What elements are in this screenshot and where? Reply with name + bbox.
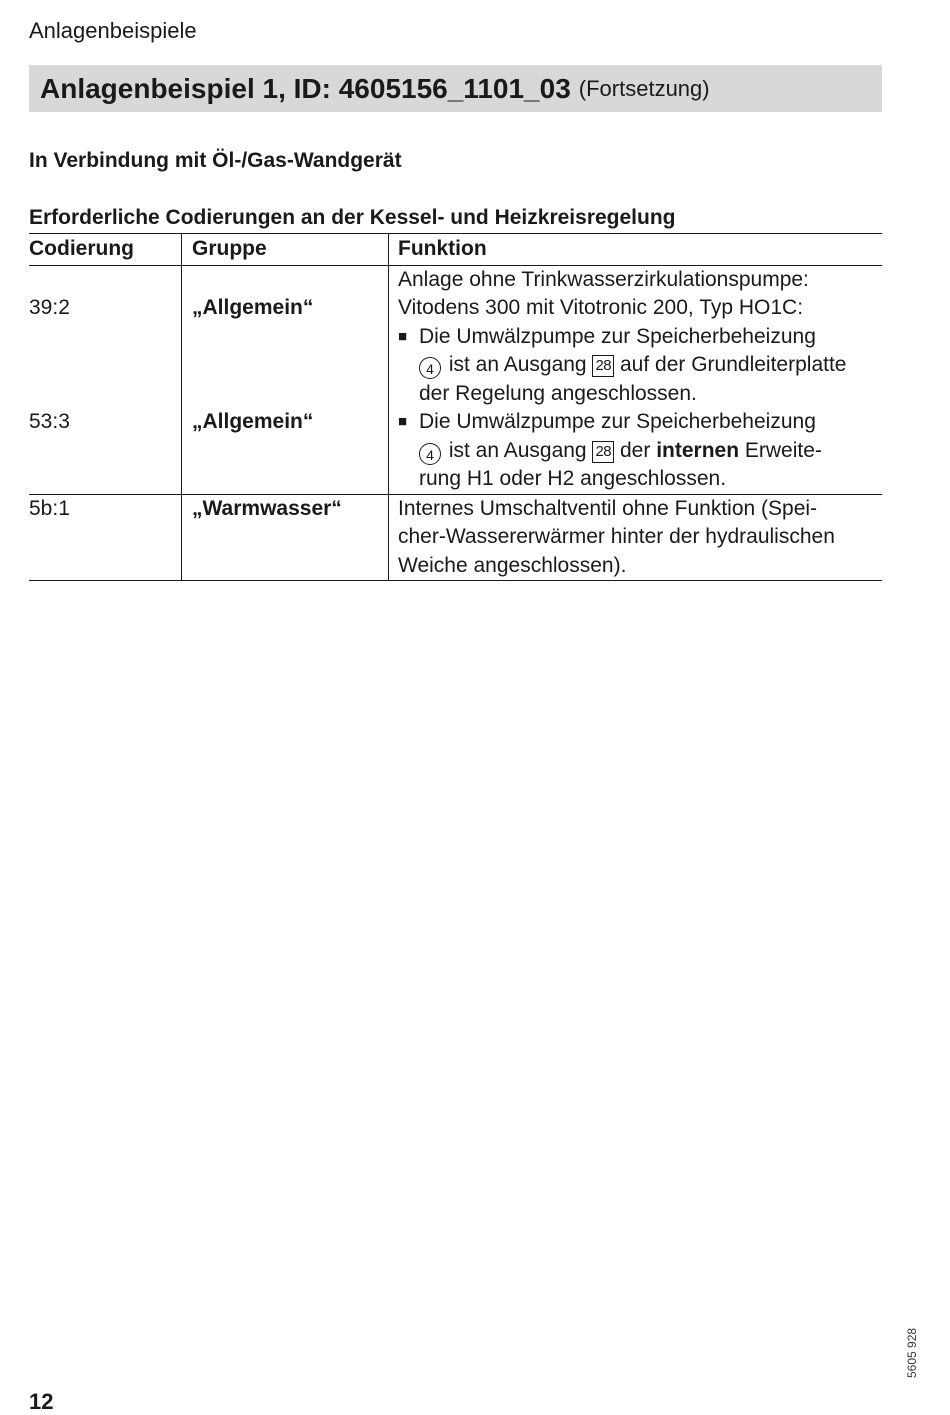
running-header: Anlagenbeispiele bbox=[29, 18, 197, 43]
function-cell-row3 bbox=[389, 494, 883, 581]
bullet-b-line1: Die Umwälzpumpe zur Speicherbeheizung bbox=[419, 410, 816, 433]
code-53-3: 53:3 bbox=[29, 410, 70, 433]
bullet-b-line2: 4 ist an Ausgang 28 der internen Erweite- bbox=[419, 437, 822, 466]
code-39-2: 39:2 bbox=[29, 296, 70, 319]
bullet-b-line3: rung H1 oder H2 angeschlossen. bbox=[419, 467, 727, 490]
function-bullet-a bbox=[398, 323, 882, 409]
header-funktion: Funktion bbox=[389, 234, 883, 266]
function-intro-line1: Anlage ohne Trinkwasserzirkulationspumpe: bbox=[398, 267, 809, 291]
row3-line2: cher-Wassererwärmer hinter der hydraulischen bbox=[398, 525, 835, 548]
bullet-square-icon: ■ bbox=[398, 413, 408, 430]
function-intro-line2: Vitodens 300 mit Vitotronic 200, Typ HO1C: bbox=[398, 296, 804, 319]
bullet-a-line3: der Regelung angeschlossen. bbox=[419, 381, 697, 405]
bullet-a-line2: 4 ist an Ausgang 28 auf der Grundleiterplatte bbox=[419, 351, 846, 380]
function-bullet-b bbox=[398, 408, 882, 494]
table-caption: Erforderliche Codierungen an der Kessel- und Heizkreisregelung bbox=[29, 206, 676, 229]
circled-number-icon: 4 bbox=[419, 357, 441, 379]
circled-number-icon: 4 bbox=[419, 443, 441, 465]
boxed-number-icon: 28 bbox=[592, 355, 614, 377]
group-cell bbox=[182, 265, 389, 494]
code-cell bbox=[29, 265, 182, 494]
row3-line3: Weiche angeschlossen). bbox=[398, 553, 627, 577]
table-header-row bbox=[29, 234, 882, 266]
group-warmwasser: „Warmwasser“ bbox=[182, 494, 389, 581]
subheading: In Verbindung mit Öl-/Gas-Wandgerät bbox=[29, 149, 402, 172]
bullet-square-icon: ■ bbox=[398, 327, 408, 345]
header-codierung: Codierung bbox=[29, 234, 182, 266]
header-gruppe: Gruppe bbox=[182, 234, 389, 266]
page-number: 12 bbox=[29, 1389, 54, 1414]
coding-table bbox=[29, 233, 882, 581]
row3-line1: Internes Umschaltventil ohne Funktion (Spei- bbox=[398, 496, 818, 520]
function-cell bbox=[389, 265, 883, 494]
section-title-bar bbox=[29, 65, 882, 112]
bullet-a-line1: Die Umwälzpumpe zur Speicherbeheizung bbox=[419, 324, 816, 348]
table-row bbox=[29, 494, 882, 581]
document-number: 5605 928 bbox=[905, 1327, 919, 1378]
boxed-number-icon: 28 bbox=[592, 441, 614, 463]
code-5b-1: 5b:1 bbox=[29, 494, 182, 581]
section-title-suffix: (Fortsetzung) bbox=[578, 75, 710, 101]
table-row bbox=[29, 265, 882, 494]
section-title: Anlagenbeispiel 1, ID: 4605156_1101_03 bbox=[40, 72, 571, 104]
group-allgemein-1: „Allgemein“ bbox=[192, 296, 314, 319]
group-allgemein-2: „Allgemein“ bbox=[192, 410, 314, 433]
